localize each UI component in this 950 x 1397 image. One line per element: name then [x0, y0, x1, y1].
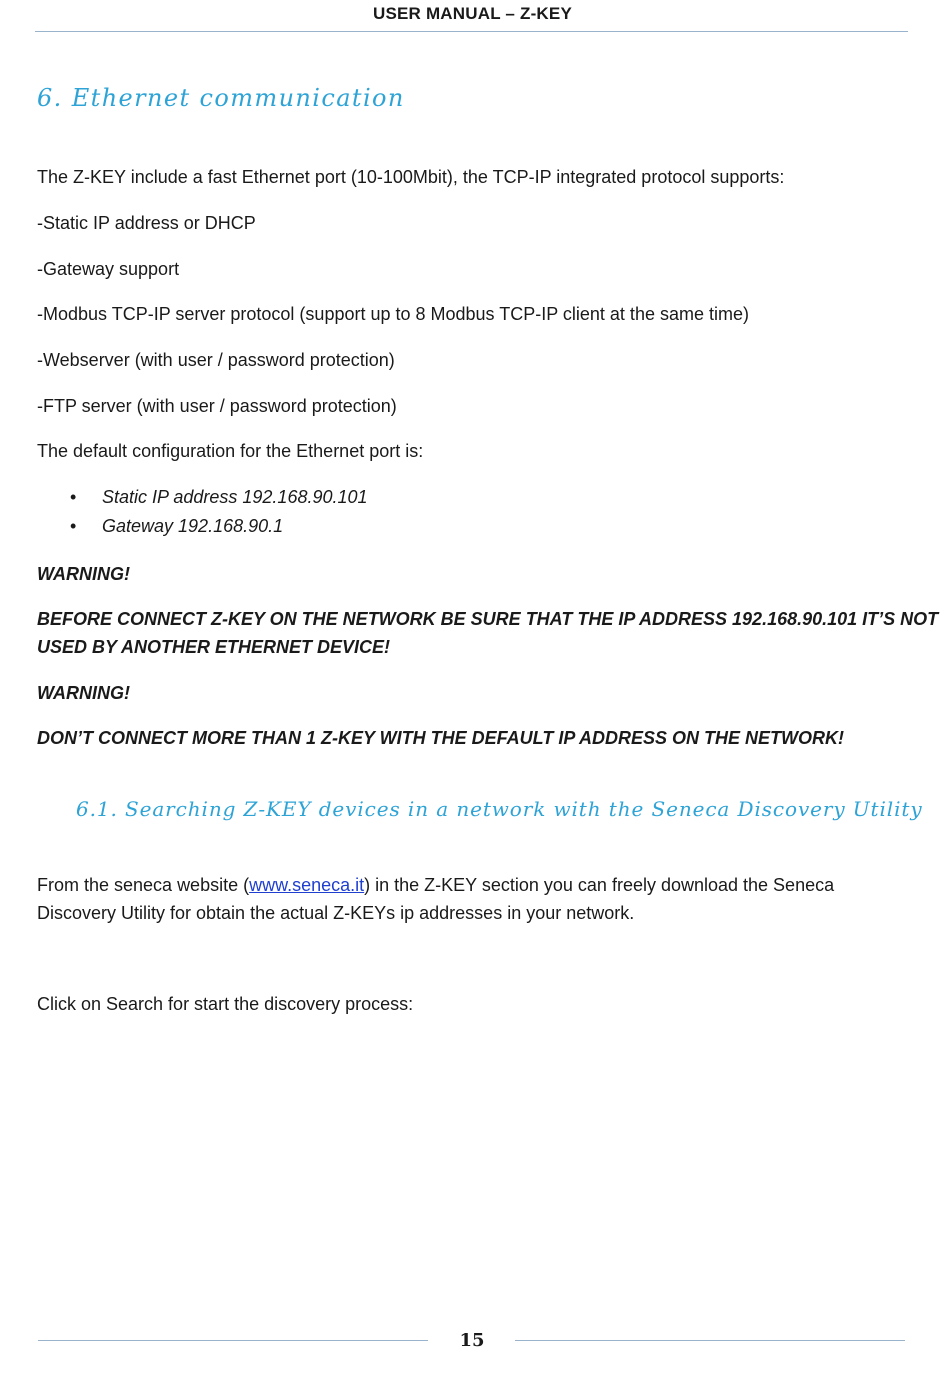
- footer-divider-right: [515, 1340, 905, 1341]
- footer-divider-left: [38, 1340, 428, 1341]
- feature-item: -FTP server (with user / password protection): [37, 396, 397, 416]
- seneca-website-link[interactable]: www.seneca.it: [249, 875, 365, 895]
- warning-text: DON’T CONNECT MORE THAN 1 Z-KEY WITH THE DEFAULT IP ADDRESS ON THE NETWORK!: [37, 728, 844, 748]
- default-gateway-item: Gateway 192.168.90.1: [102, 516, 284, 536]
- download-paragraph: [37, 871, 834, 899]
- section-heading: 6. Ethernet communication: [37, 84, 405, 112]
- bullet-icon: •: [70, 487, 77, 507]
- default-ip-item: Static IP address 192.168.90.101: [102, 487, 368, 507]
- header-divider: [35, 31, 908, 32]
- feature-item: -Modbus TCP-IP server protocol (support up to 8 Modbus TCP-IP client at the same time): [37, 304, 749, 324]
- warning-title: WARNING!: [37, 564, 130, 584]
- feature-item: -Webserver (with user / password protection): [37, 350, 395, 370]
- download-paragraph-line2: Discovery Utility for obtain the actual Z-KEYs ip addresses in your network.: [37, 903, 635, 923]
- paragraph-text: ) in the Z-KEY section you can freely download the Seneca: [364, 875, 835, 895]
- warning-text-line: USED BY ANOTHER ETHERNET DEVICE!: [37, 637, 391, 657]
- feature-item: -Static IP address or DHCP: [37, 213, 256, 233]
- paragraph-text: From the seneca website (: [37, 875, 250, 895]
- intro-paragraph: The Z-KEY include a fast Ethernet port (10-100Mbit), the TCP-IP integrated protocol supports:: [37, 167, 785, 187]
- running-header: USER MANUAL – Z-KEY: [372, 4, 572, 23]
- bullet-icon: •: [70, 516, 77, 536]
- default-config-intro: The default configuration for the Ethernet port is:: [37, 441, 424, 461]
- search-instruction: Click on Search for start the discovery process:: [37, 994, 414, 1014]
- subsection-heading: 6.1. Searching Z-KEY devices in a network with the Seneca Discovery Utility: [76, 797, 923, 821]
- warning-text-line: BEFORE CONNECT Z-KEY ON THE NETWORK BE SURE THAT THE IP ADDRESS 192.168.90.101 IT’S NOT: [37, 609, 939, 629]
- feature-item: -Gateway support: [37, 259, 180, 279]
- page-number: 15: [459, 1330, 485, 1351]
- warning-title: WARNING!: [37, 683, 130, 703]
